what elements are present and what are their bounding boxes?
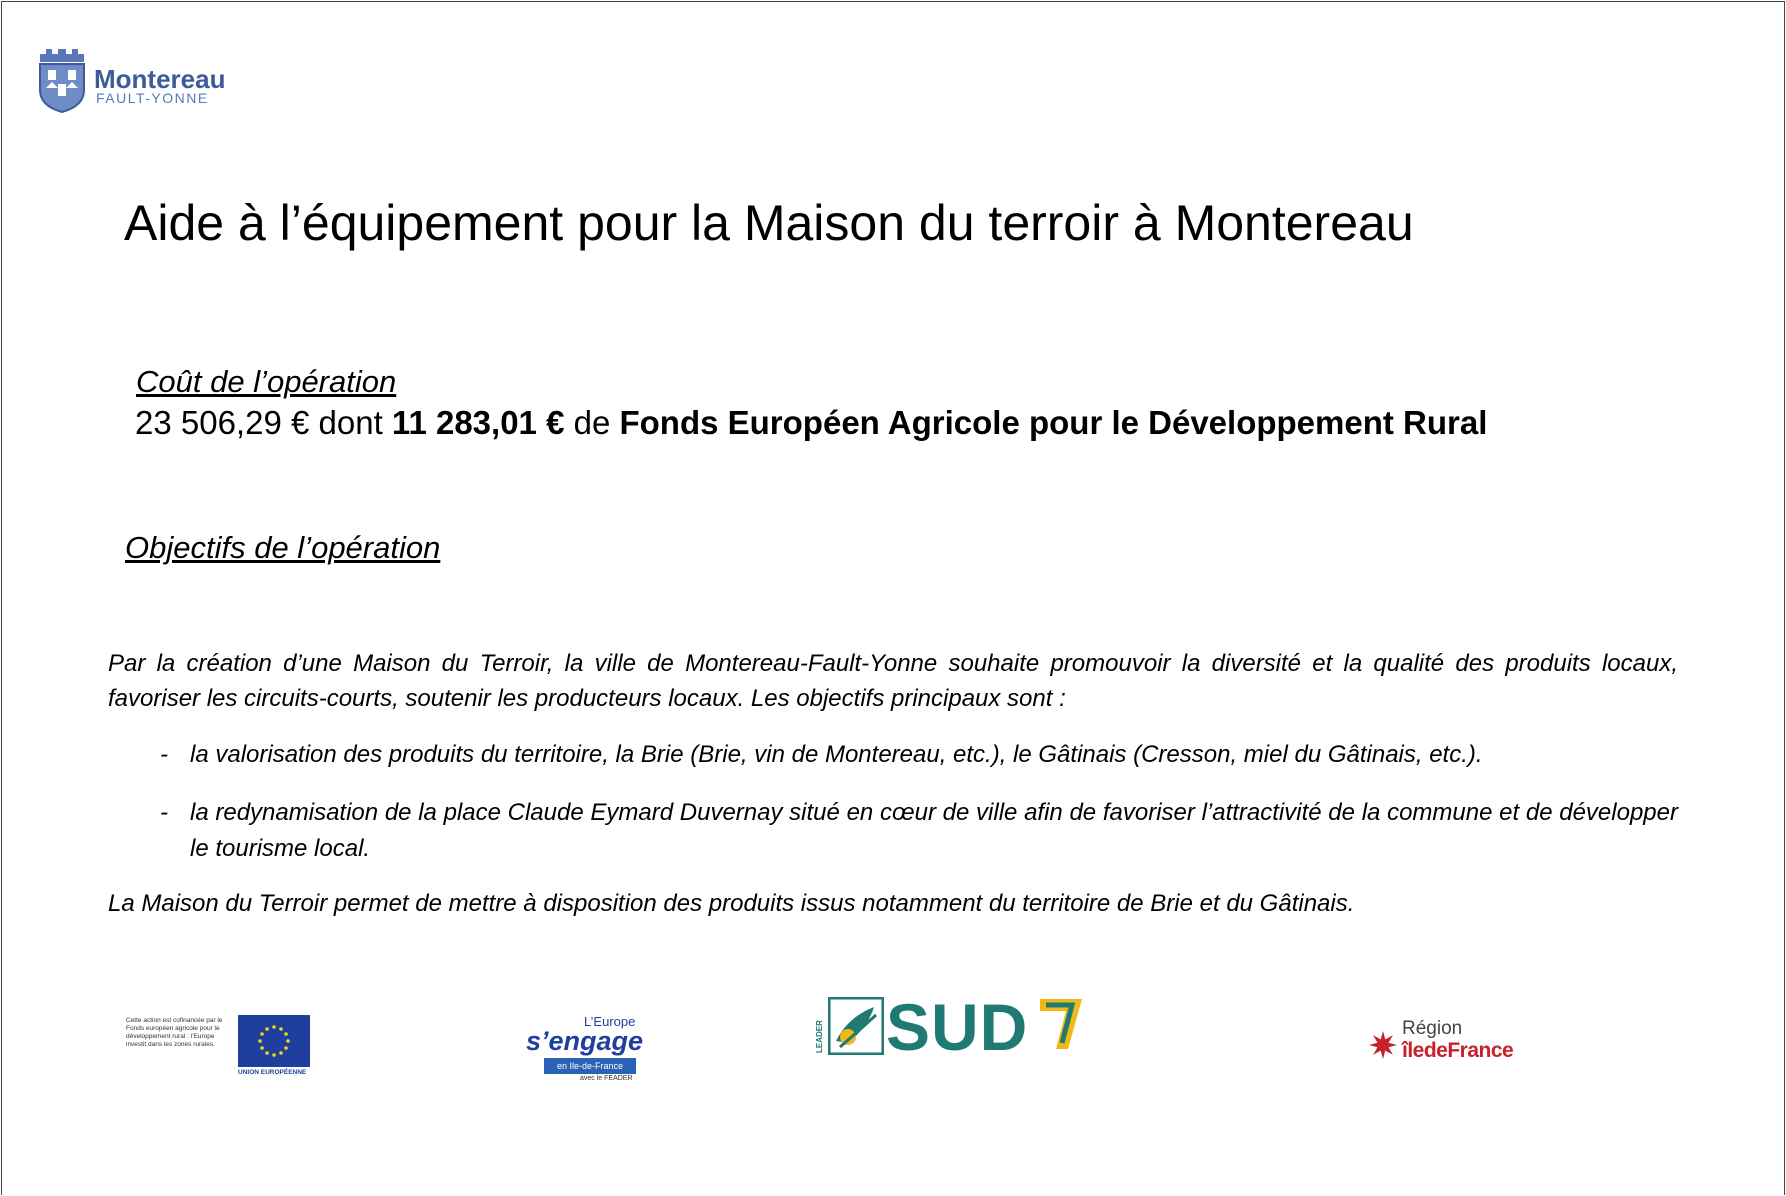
city-crest-icon [36, 46, 88, 114]
eu-feader-logo [126, 1015, 311, 1077]
cost-de: de [564, 404, 620, 441]
bullet-text: la redynamisation de la place Claude Eymard Duvernay situé en cœur de ville afin de favoriser l’attractivité de la commune et de développer le tourisme local. [190, 799, 1678, 862]
idf-region: Région [1402, 1018, 1463, 1039]
montereau-logo [36, 46, 246, 118]
logo-name: Montereau [94, 64, 226, 94]
engage-top: L’Europe [584, 1014, 636, 1029]
cost-heading: Coût de l’opération [136, 364, 397, 399]
bullet-marker: - [160, 741, 168, 768]
eu-caption: UNION EUROPÉENNE [238, 1069, 307, 1076]
europe-engage-logo [524, 1014, 644, 1084]
leader-label: LEADER [815, 1020, 824, 1053]
feader-amount: 11 283,01 € [391, 404, 565, 441]
list-item [160, 737, 1678, 773]
logo-subname: FAULT-YONNE [96, 90, 209, 106]
idf-name: îledeFrance [1402, 1039, 1514, 1062]
leader-label-icon [812, 999, 826, 1055]
bullet-marker: - [160, 799, 168, 826]
objectives-intro: Par la création d’une Maison du Terroir, la ville de Montereau-Fault-Yonne souhaite promouvoir la diversité et la qualité des produits locaux, favoriser les circuits-courts, soutenir les producteurs locaux. Les objectifs principaux sont : [108, 650, 1678, 712]
eu-stars-icon [238, 1015, 310, 1067]
engage-sub: avec le FEADER [580, 1075, 633, 1082]
objectives-conclusion: La Maison du Terroir permet de mettre à disposition des produits issus notamment du territoire de Brie et du Gâtinais. [108, 890, 1355, 917]
region-idf-logo [1368, 1018, 1540, 1064]
idf-star-icon [1368, 1030, 1398, 1060]
engage-bar: en Ile-de-France [544, 1058, 636, 1074]
objectives-heading: Objectifs de l’opération [125, 530, 441, 565]
cost-amount: 23 506,29 € [135, 404, 310, 441]
leader-leaf-icon [828, 997, 884, 1055]
leader-sud77-logo [812, 990, 1084, 1064]
sud-label: SUD [886, 990, 1029, 1064]
page-title: Aide à l’équipement pour la Maison du terroir à Montereau [124, 195, 1414, 251]
engage-main: s’engage [526, 1026, 644, 1056]
cost-dont: dont [309, 404, 392, 441]
list-item [160, 795, 1678, 867]
eu-flag-icon [238, 1015, 310, 1067]
fund-name: Fonds Européen Agricole pour le Développement Rural [619, 404, 1488, 441]
bullet-text: la valorisation des produits du territoire, la Brie (Brie, vin de Montereau, etc.), le Gâtinais (Cresson, miel du Gâtinais, etc.). [190, 741, 1483, 768]
cost-line [135, 404, 1487, 442]
eu-cofinance-text: Cette action est cofinancée par le Fonds européen agricole pour le développement rural : l’Europe investit dans les zones rurales. [126, 1017, 223, 1048]
seven-seven-icon [1038, 997, 1084, 1051]
